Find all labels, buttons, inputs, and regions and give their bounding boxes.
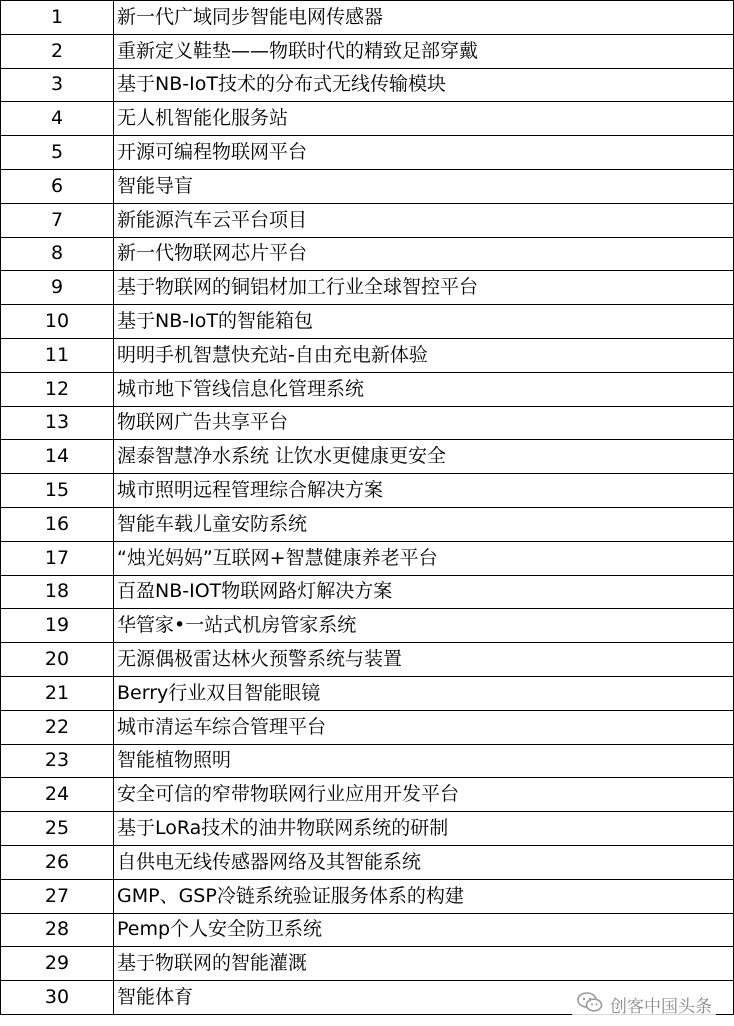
project-title: 百盈NB-IOT物联网路灯解决方案 [114, 575, 734, 609]
table-row [1, 676, 734, 710]
table-row [1, 845, 734, 879]
project-title: 智能车载儿童安防系统 [114, 507, 734, 541]
row-number: 24 [1, 778, 114, 812]
row-number: 22 [1, 710, 114, 744]
project-title: Berry行业双目智能眼镜 [114, 676, 734, 710]
table-row [1, 203, 734, 237]
row-number: 26 [1, 845, 114, 879]
project-title: 智能体育 [114, 981, 734, 1015]
project-title: 明明手机智慧快充站-自由充电新体验 [114, 338, 734, 372]
table-row [1, 812, 734, 846]
table-row [1, 1, 734, 35]
row-number: 19 [1, 609, 114, 643]
project-title: 安全可信的窄带物联网行业应用开发平台 [114, 778, 734, 812]
table-row [1, 778, 734, 812]
project-title: 城市清运车综合管理平台 [114, 710, 734, 744]
row-number: 28 [1, 913, 114, 947]
project-title: 新一代物联网芯片平台 [114, 237, 734, 271]
row-number: 12 [1, 372, 114, 406]
table-row [1, 609, 734, 643]
project-title: 开源可编程物联网平台 [114, 136, 734, 170]
project-title: 城市地下管线信息化管理系统 [114, 372, 734, 406]
table-row [1, 68, 734, 102]
project-title: “烛光妈妈”互联网+智慧健康养老平台 [114, 541, 734, 575]
table-row [1, 643, 734, 677]
row-number: 17 [1, 541, 114, 575]
row-number: 4 [1, 102, 114, 136]
row-number: 13 [1, 406, 114, 440]
row-number: 18 [1, 575, 114, 609]
project-title: 自供电无线传感器网络及其智能系统 [114, 845, 734, 879]
project-title: 无源偶极雷达林火预警系统与装置 [114, 643, 734, 677]
project-title: 华管家•一站式机房管家系统 [114, 609, 734, 643]
row-number: 6 [1, 169, 114, 203]
project-title: 基于物联网的铜铝材加工行业全球智控平台 [114, 271, 734, 305]
project-title: GMP、GSP冷链系统验证服务体系的构建 [114, 879, 734, 913]
row-number: 10 [1, 305, 114, 339]
table-row [1, 372, 734, 406]
project-title: Pemp个人安全防卫系统 [114, 913, 734, 947]
table-row [1, 507, 734, 541]
row-number: 27 [1, 879, 114, 913]
project-title: 基于物联网的智能灌溉 [114, 947, 734, 981]
table-row [1, 744, 734, 778]
project-title: 基于NB-IoT技术的分布式无线传输模块 [114, 68, 734, 102]
project-title: 基于LoRa技术的油井物联网系统的研制 [114, 812, 734, 846]
row-number: 25 [1, 812, 114, 846]
table-row [1, 305, 734, 339]
project-table-body [1, 1, 734, 1015]
row-number: 9 [1, 271, 114, 305]
row-number: 23 [1, 744, 114, 778]
project-title: 重新定义鞋垫——物联时代的精致足部穿戴 [114, 34, 734, 68]
table-row [1, 136, 734, 170]
table-row [1, 237, 734, 271]
project-title: 智能导盲 [114, 169, 734, 203]
project-title: 渥泰智慧净水系统 让饮水更健康更安全 [114, 440, 734, 474]
project-title: 基于NB-IoT的智能箱包 [114, 305, 734, 339]
row-number: 7 [1, 203, 114, 237]
project-title: 新一代广域同步智能电网传感器 [114, 1, 734, 35]
project-title: 无人机智能化服务站 [114, 102, 734, 136]
row-number: 5 [1, 136, 114, 170]
row-number: 21 [1, 676, 114, 710]
project-title: 物联网广告共享平台 [114, 406, 734, 440]
table-row [1, 575, 734, 609]
row-number: 8 [1, 237, 114, 271]
row-number: 11 [1, 338, 114, 372]
table-row [1, 913, 734, 947]
project-title: 城市照明远程管理综合解决方案 [114, 474, 734, 508]
row-number: 1 [1, 1, 114, 35]
row-number: 30 [1, 981, 114, 1015]
table-row [1, 271, 734, 305]
table-row [1, 102, 734, 136]
table-row [1, 440, 734, 474]
row-number: 20 [1, 643, 114, 677]
table-row [1, 879, 734, 913]
table-row [1, 947, 734, 981]
wechat-icon [576, 991, 604, 1018]
row-number: 15 [1, 474, 114, 508]
table-row [1, 541, 734, 575]
project-title: 智能植物照明 [114, 744, 734, 778]
watermark [572, 989, 716, 1020]
table-row [1, 34, 734, 68]
table-row [1, 710, 734, 744]
table-row [1, 474, 734, 508]
table-row [1, 338, 734, 372]
row-number: 14 [1, 440, 114, 474]
table-row [1, 169, 734, 203]
row-number: 2 [1, 34, 114, 68]
row-number: 16 [1, 507, 114, 541]
project-title: 新能源汽车云平台项目 [114, 203, 734, 237]
watermark-text: 创客中国头条 [610, 997, 712, 1017]
row-number: 29 [1, 947, 114, 981]
table-row [1, 406, 734, 440]
row-number: 3 [1, 68, 114, 102]
